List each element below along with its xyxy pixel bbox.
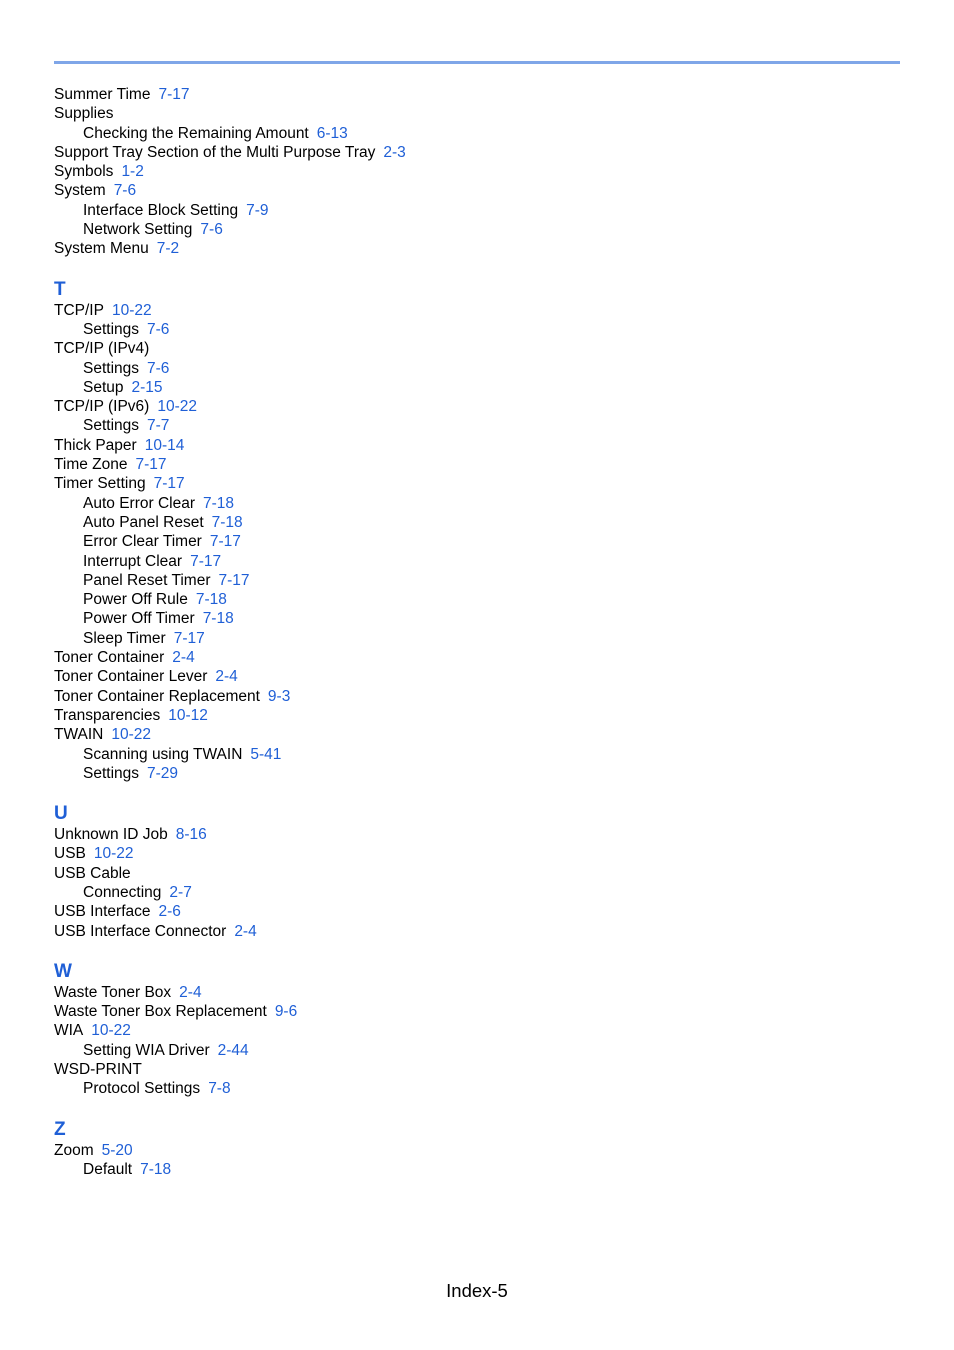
index-term: WSD-PRINT — [54, 1061, 142, 1079]
index-entry — [54, 1141, 900, 1160]
index-term: Toner Container — [54, 649, 165, 667]
index-term: Thick Paper — [54, 436, 137, 454]
page-reference-link[interactable]: 10-22 — [111, 301, 152, 319]
page-reference-link[interactable]: 7-2 — [156, 240, 180, 258]
index-term: Protocol Settings — [83, 1080, 201, 1098]
index-term: Interface Block Setting — [83, 201, 239, 219]
index-entry — [54, 301, 900, 320]
index-term: Timer Setting — [54, 475, 146, 493]
page-reference-link[interactable]: 7-6 — [147, 359, 170, 377]
page-reference-link[interactable]: 7-29 — [147, 764, 179, 782]
page-reference-link[interactable]: 7-18 — [211, 513, 243, 531]
page-reference-link[interactable]: 2-4 — [179, 983, 202, 1001]
index-term: TCP/IP (IPv4) — [54, 340, 150, 358]
index-term: USB Cable — [54, 864, 131, 882]
page-reference-link[interactable]: 7-17 — [190, 552, 222, 570]
index-term: Power Off Rule — [83, 591, 188, 609]
index-subentry — [54, 513, 900, 532]
page-reference-link[interactable]: 9-3 — [267, 687, 291, 705]
index-subentry — [54, 571, 900, 590]
index-entry — [54, 1002, 900, 1021]
index-entry — [54, 983, 900, 1002]
page-reference-link[interactable]: 7-17 — [209, 533, 241, 551]
index-entry — [54, 436, 900, 455]
page-reference-link[interactable]: 7-17 — [218, 571, 250, 589]
index-subentry — [54, 201, 900, 220]
index-subentry — [54, 124, 900, 143]
index-term: Toner Container Lever — [54, 668, 208, 686]
index-subentry — [54, 764, 900, 783]
page-reference-link[interactable]: 7-18 — [140, 1160, 172, 1178]
page-reference-link[interactable]: 10-22 — [93, 845, 134, 863]
index-term: TWAIN — [54, 726, 104, 744]
index-term: Zoom — [54, 1141, 94, 1159]
index-entry — [54, 397, 900, 416]
index-subentry — [54, 494, 900, 513]
index-entry — [54, 162, 900, 181]
page-reference-link[interactable]: 2-4 — [215, 668, 238, 686]
index-subentry — [54, 1041, 900, 1060]
index-term: Power Off Timer — [83, 610, 195, 628]
index-subentry — [54, 609, 900, 628]
index-subentry — [54, 378, 900, 397]
index-term: Symbols — [54, 163, 114, 181]
page-reference-link[interactable]: 2-6 — [158, 903, 181, 921]
page-reference-link[interactable]: 8-16 — [175, 826, 207, 844]
index-subentry — [54, 552, 900, 571]
index-term: Settings — [83, 359, 140, 377]
index-entry — [54, 1060, 900, 1079]
index-letter-heading: W — [54, 960, 72, 982]
page-reference-link[interactable]: 7-17 — [153, 475, 185, 493]
index-subentry — [54, 220, 900, 239]
index-subentry — [54, 745, 900, 764]
index-entry — [54, 143, 900, 162]
page-reference-link[interactable]: 1-2 — [121, 163, 144, 181]
index-subentry — [54, 320, 900, 339]
page-reference-link[interactable]: 2-7 — [169, 883, 192, 901]
index-term: USB — [54, 845, 86, 863]
index-term: WIA — [54, 1022, 84, 1040]
index-entry — [54, 1021, 900, 1040]
index-entry — [54, 922, 900, 941]
index-term: Network Setting — [83, 221, 193, 239]
index-term: Waste Toner Box Replacement — [54, 1003, 267, 1021]
index-entry — [54, 339, 900, 358]
index-term: Settings — [83, 320, 140, 338]
page-reference-link[interactable]: 10-22 — [111, 726, 152, 744]
page-reference-link[interactable]: 7-17 — [135, 456, 167, 474]
index-entry — [54, 844, 900, 863]
index-term: Unknown ID Job — [54, 826, 168, 844]
page-reference-link[interactable]: 2-4 — [234, 922, 257, 940]
page-reference-link[interactable]: 10-14 — [144, 436, 185, 454]
page-reference-link[interactable]: 7-8 — [208, 1080, 231, 1098]
index-entry — [54, 864, 900, 883]
index-term: Waste Toner Box — [54, 983, 172, 1001]
index-entry — [54, 85, 900, 104]
page-reference-link[interactable]: 9-6 — [274, 1003, 298, 1021]
index-entry — [54, 239, 900, 258]
index-letter-heading: T — [54, 278, 66, 300]
page-reference-link[interactable]: 7-6 — [113, 182, 137, 200]
page-reference-link[interactable]: 2-15 — [131, 378, 163, 396]
index-term: Setting WIA Driver — [83, 1041, 210, 1059]
page-reference-link[interactable]: 6-13 — [316, 124, 348, 142]
index-subentry — [54, 416, 900, 435]
index-subentry — [54, 883, 900, 902]
index-entry — [54, 667, 900, 686]
index-term: TCP/IP — [54, 301, 104, 319]
index-term: Toner Container Replacement — [54, 687, 260, 705]
page-reference-link[interactable]: 2-44 — [217, 1041, 249, 1059]
index-term: Scanning using TWAIN — [83, 745, 243, 763]
index-term: Sleep Timer — [83, 629, 166, 647]
index-term: Setup — [83, 378, 124, 396]
page-reference-link[interactable]: 2-4 — [172, 649, 195, 667]
page-reference-link[interactable]: 7-7 — [147, 417, 170, 435]
page-reference-link[interactable]: 5-41 — [250, 745, 282, 763]
page-reference-link[interactable]: 10-12 — [168, 706, 208, 724]
index-entry — [54, 725, 900, 744]
page-number: Index-5 — [446, 1280, 508, 1301]
index-letter-heading: Z — [54, 1118, 66, 1140]
page-reference-link[interactable]: 7-17 — [173, 629, 205, 647]
index-term: Support Tray Section of the Multi Purpose Tray — [54, 143, 376, 161]
index-entry — [54, 902, 900, 921]
index-term: Supplies — [54, 105, 114, 123]
header-rule — [54, 61, 900, 64]
page-reference-link[interactable]: 2-3 — [383, 143, 406, 161]
index-term: Auto Panel Reset — [83, 513, 204, 531]
index-entry — [54, 706, 900, 725]
page-reference-link[interactable]: 7-18 — [202, 610, 234, 628]
index-subentry — [54, 629, 900, 648]
page-reference-link[interactable]: 7-6 — [200, 221, 223, 239]
index-subentry — [54, 532, 900, 551]
index-entry — [54, 687, 900, 706]
index-entry — [54, 104, 900, 123]
page-reference-link[interactable]: 7-9 — [246, 201, 269, 219]
index-term: Auto Error Clear — [83, 494, 195, 512]
index-term: Checking the Remaining Amount — [83, 124, 309, 142]
index-entry — [54, 825, 900, 844]
index-entry — [54, 455, 900, 474]
page-reference-link[interactable]: 7-18 — [195, 591, 227, 609]
page-reference-link[interactable]: 7-18 — [202, 494, 235, 512]
index-term: USB Interface — [54, 903, 151, 921]
index-entry — [54, 648, 900, 667]
index-subentry — [54, 359, 900, 378]
index-term: Settings — [83, 764, 140, 782]
index-list — [54, 85, 900, 1179]
index-subentry — [54, 1079, 900, 1098]
page-reference-link[interactable]: 10-22 — [91, 1022, 131, 1040]
page-reference-link[interactable]: 5-20 — [101, 1141, 133, 1159]
page-reference-link[interactable]: 7-17 — [158, 86, 190, 103]
index-term: System Menu — [54, 240, 149, 258]
index-term: Default — [83, 1160, 133, 1178]
index-letter-heading: U — [54, 803, 68, 825]
index-term: System — [54, 182, 106, 200]
index-subentry — [54, 1160, 900, 1179]
index-term: Summer Time — [54, 86, 151, 103]
page-reference-link[interactable]: 7-6 — [147, 320, 170, 338]
index-term: USB Interface Connector — [54, 922, 227, 940]
index-entry — [54, 181, 900, 200]
index-term: Time Zone — [54, 456, 128, 474]
index-term: Interrupt Clear — [83, 552, 183, 570]
index-term: Settings — [83, 417, 140, 435]
index-subentry — [54, 590, 900, 609]
index-term: Panel Reset Timer — [83, 571, 211, 589]
index-term: Transparencies — [54, 706, 161, 724]
index-term: Error Clear Timer — [83, 533, 202, 551]
page-reference-link[interactable]: 10-22 — [157, 398, 197, 416]
index-term: Connecting — [83, 883, 162, 901]
index-term: TCP/IP (IPv6) — [54, 398, 150, 416]
index-entry — [54, 474, 900, 493]
